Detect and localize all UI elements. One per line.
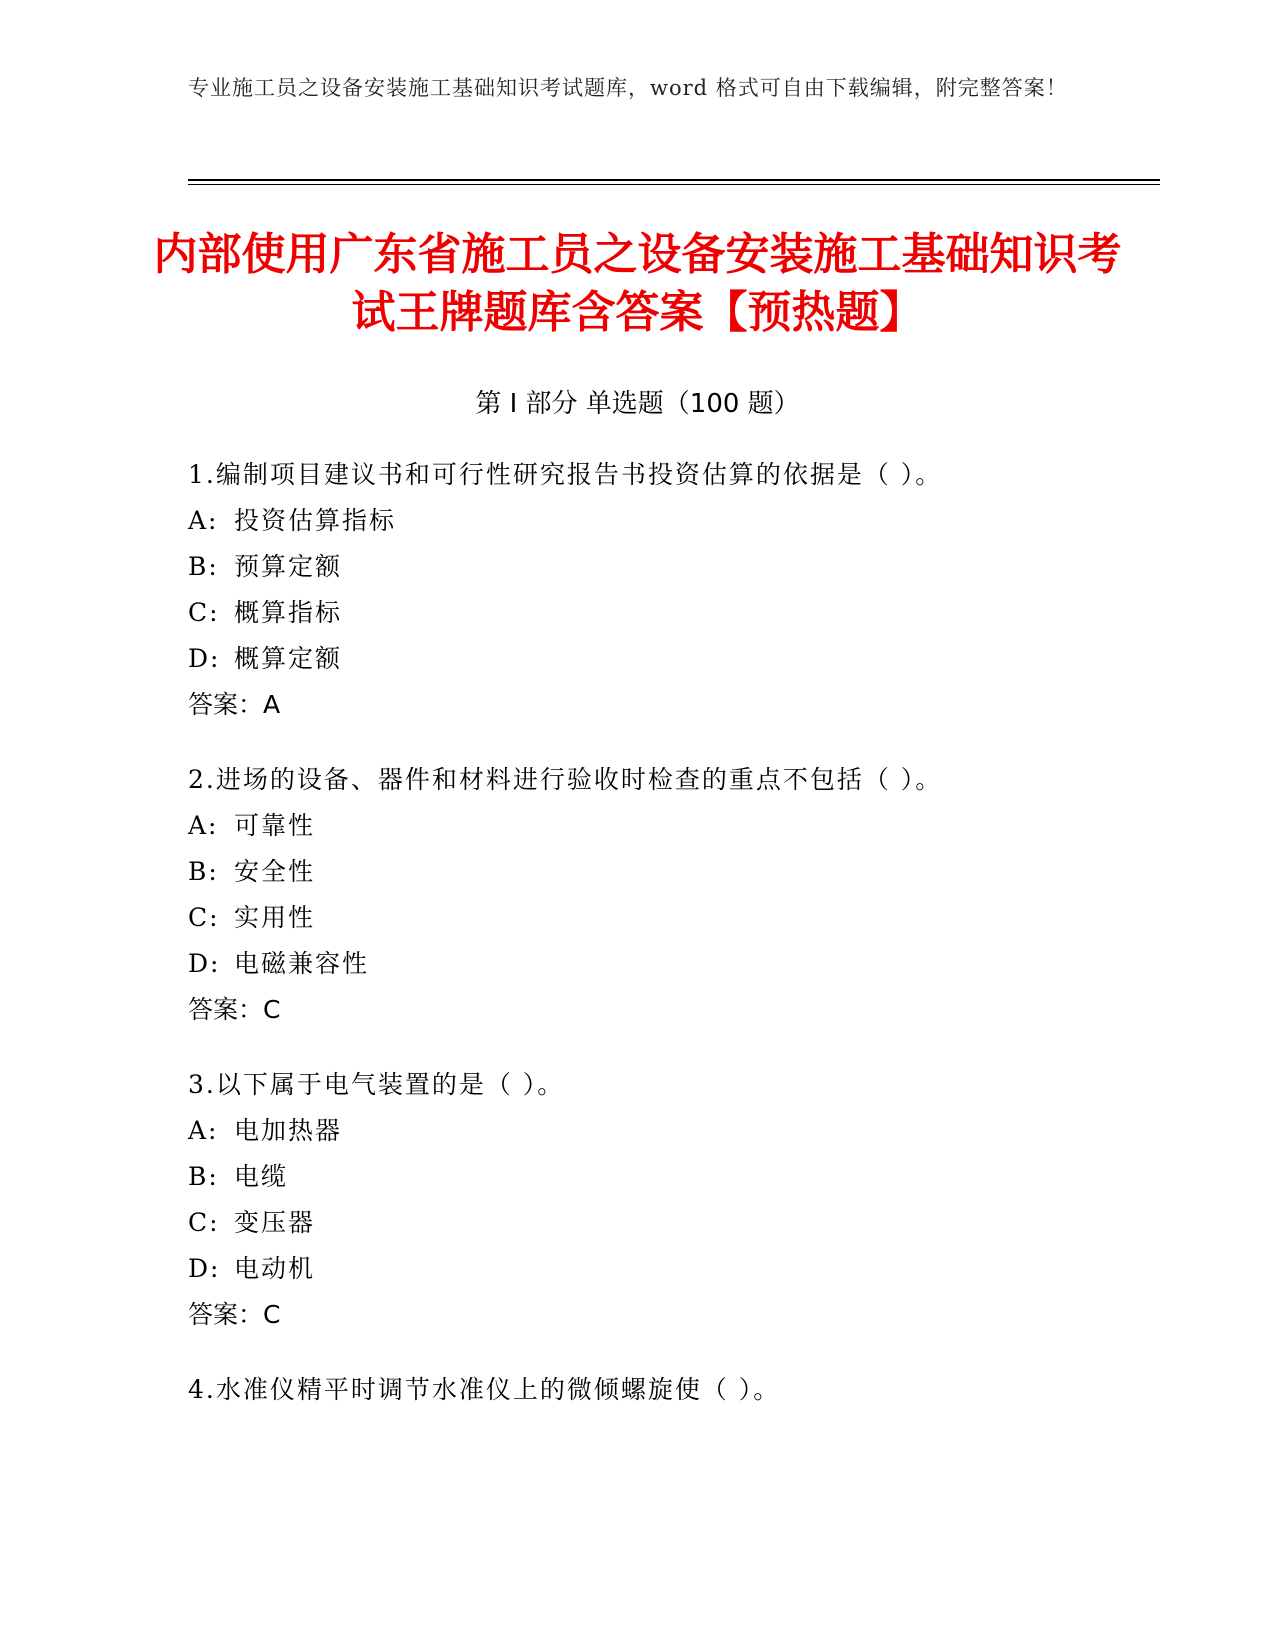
option-text: 可靠性 bbox=[234, 811, 316, 840]
question-stem: 2.进场的设备、器件和材料进行验收时检查的重点不包括（ ）。 bbox=[188, 765, 943, 794]
section-heading: 第 I 部分 单选题（100 题） bbox=[475, 389, 800, 419]
option-a bbox=[188, 498, 1138, 544]
answer-line bbox=[188, 1292, 1138, 1338]
question-2 bbox=[188, 757, 1138, 1033]
option-text: 电加热器 bbox=[234, 1116, 343, 1145]
answer-prefix: 答案： bbox=[188, 690, 264, 719]
option-a bbox=[188, 1108, 1138, 1154]
option-text: 投资估算指标 bbox=[234, 506, 397, 535]
answer-prefix: 答案： bbox=[188, 995, 264, 1024]
option-c bbox=[188, 1200, 1138, 1246]
option-text: 概算定额 bbox=[234, 644, 343, 673]
answer-line bbox=[188, 987, 1138, 1033]
option-letter: A: bbox=[188, 1116, 219, 1145]
option-d bbox=[188, 636, 1138, 682]
option-text: 电磁兼容性 bbox=[234, 949, 370, 978]
answer-value: C bbox=[263, 995, 281, 1024]
answer-prefix: 答案： bbox=[188, 1300, 264, 1329]
option-text: 概算指标 bbox=[234, 598, 343, 627]
option-letter: D: bbox=[188, 1254, 221, 1283]
option-text: 预算定额 bbox=[234, 552, 343, 581]
option-letter: A: bbox=[188, 506, 219, 535]
answer-value: A bbox=[263, 690, 281, 719]
option-letter: D: bbox=[188, 949, 221, 978]
header-divider-thick bbox=[188, 179, 1160, 181]
header-divider-thin bbox=[188, 184, 1160, 185]
option-letter: B: bbox=[188, 552, 219, 581]
question-stem: 4.水准仪精平时调节水准仪上的微倾螺旋使（ ）。 bbox=[188, 1375, 781, 1404]
option-b bbox=[188, 849, 1138, 895]
header-note: 专业施工员之设备安装施工基础知识考试题库，word 格式可自由下载编辑，附完整答案！ bbox=[188, 76, 1068, 100]
option-b bbox=[188, 1154, 1138, 1200]
option-letter: B: bbox=[188, 1162, 219, 1191]
option-text: 实用性 bbox=[234, 903, 316, 932]
option-b bbox=[188, 544, 1138, 590]
option-letter: D: bbox=[188, 644, 221, 673]
option-a bbox=[188, 803, 1138, 849]
question-4 bbox=[188, 1367, 1138, 1413]
option-letter: C: bbox=[188, 903, 220, 932]
option-letter: A: bbox=[188, 811, 219, 840]
answer-value: C bbox=[263, 1300, 281, 1329]
option-text: 电缆 bbox=[234, 1162, 289, 1191]
option-text: 安全性 bbox=[234, 857, 316, 886]
document-title: 内部使用广东省施工员之设备安装施工基础知识考试王牌题库含答案【预热题】 bbox=[153, 229, 1122, 338]
option-letter: C: bbox=[188, 598, 220, 627]
option-c bbox=[188, 895, 1138, 941]
option-d bbox=[188, 1246, 1138, 1292]
option-d bbox=[188, 941, 1138, 987]
option-c bbox=[188, 590, 1138, 636]
option-text: 电动机 bbox=[234, 1254, 316, 1283]
question-3 bbox=[188, 1062, 1138, 1338]
option-letter: B: bbox=[188, 857, 219, 886]
answer-line bbox=[188, 682, 1138, 728]
option-text: 变压器 bbox=[234, 1208, 316, 1237]
option-letter: C: bbox=[188, 1208, 220, 1237]
question-stem: 1.编制项目建议书和可行性研究报告书投资估算的依据是（ ）。 bbox=[188, 460, 943, 489]
question-1 bbox=[188, 452, 1138, 728]
question-stem: 3.以下属于电气装置的是（ ）。 bbox=[188, 1070, 565, 1099]
